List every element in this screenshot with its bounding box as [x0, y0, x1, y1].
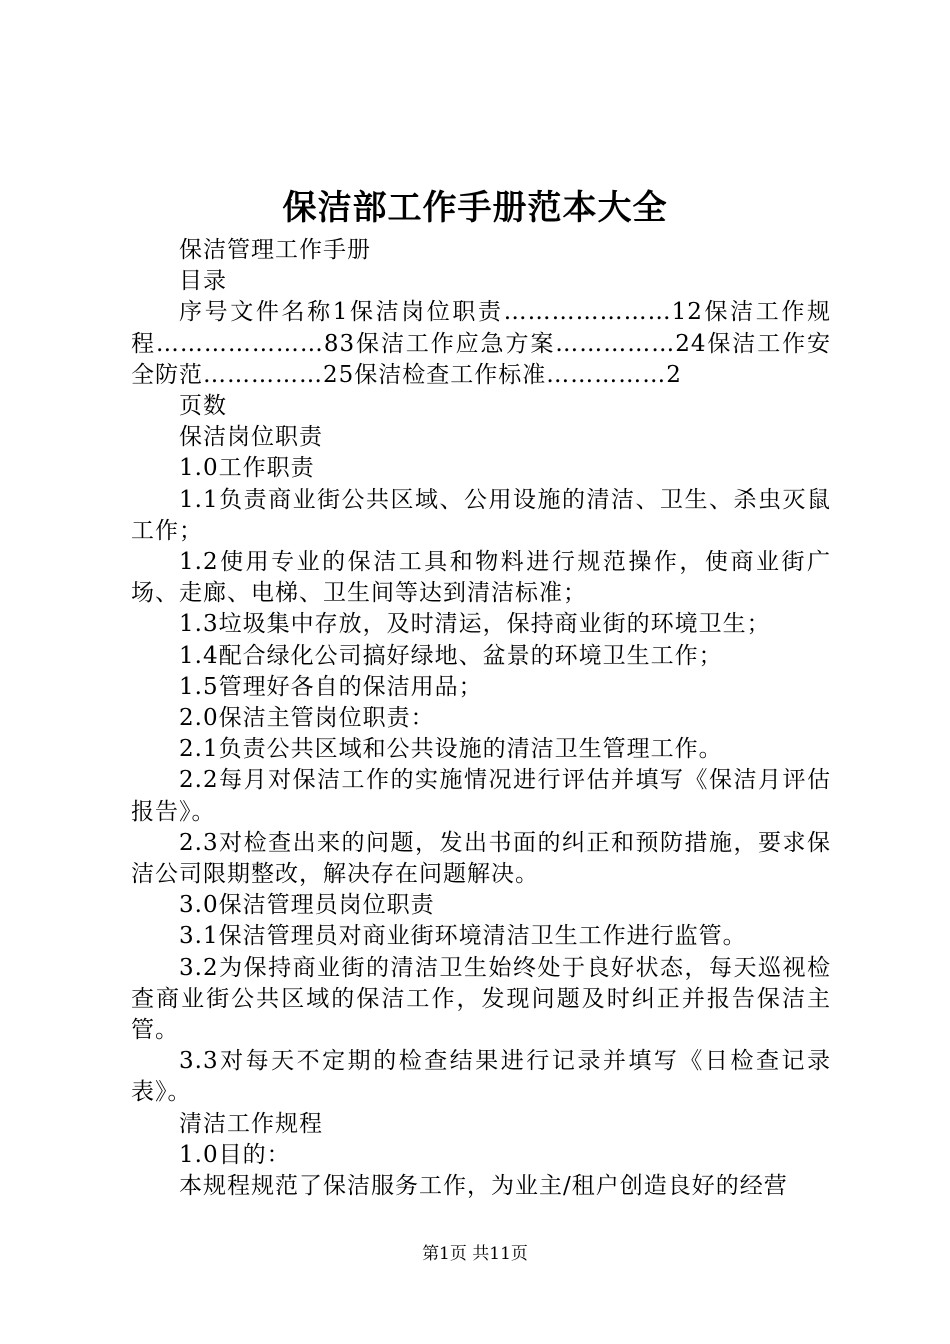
paragraph: 1.0工作职责: [179, 455, 315, 482]
paragraph: 3.0保洁管理员岗位职责: [179, 892, 435, 919]
table-of-contents-paragraph: 序号文件名称1保洁岗位职责…………………12保洁工作规程…………………83保洁工作应急方案……………24保洁工作安全防范……………25保洁检查工作标准……………2: [131, 299, 831, 388]
paragraph: 2.3对检查出来的问题，发出书面的纠正和预防措施，要求保洁公司限期整改，解决存在问题解决。: [131, 829, 831, 888]
paragraph: 1.3垃圾集中存放，及时清运，保持商业街的环境卫生；: [179, 611, 771, 638]
paragraph: 1.4配合绿化公司搞好绿地、盆景的环境卫生工作；: [179, 642, 723, 669]
paragraph: 目录: [179, 268, 227, 295]
paragraph: 页数: [179, 393, 227, 420]
paragraph: 3.2为保持商业街的清洁卫生始终处于良好状态，每天巡视检查商业街公共区域的保洁工作，发现问题及时纠正并报告保洁主管。: [131, 954, 831, 1044]
document-title: 保洁部工作手册范本大全: [282, 188, 668, 228]
paragraph: 1.1负责商业街公共区域、公用设施的清洁、卫生、杀虫灭鼠工作；: [131, 486, 831, 544]
paragraph: 2.0保洁主管岗位职责：: [179, 705, 435, 732]
section-heading: 保洁岗位职责: [179, 424, 323, 451]
document-body: [131, 235, 831, 1202]
paragraph: 1.0目的：: [179, 1141, 291, 1168]
paragraph: 1.5管理好各自的保洁用品；: [179, 673, 483, 700]
paragraph: 2.2每月对保洁工作的实施情况进行评估并填写《保洁月评估报告》。: [131, 767, 831, 825]
page-footer: 第1页 共11页: [422, 1244, 528, 1264]
paragraph: 3.1保洁管理员对商业街环境清洁卫生工作进行监管。: [179, 923, 747, 950]
paragraph: 2.1负责公共区域和公共设施的清洁卫生管理工作。: [179, 736, 723, 763]
paragraph: 3.3对每天不定期的检查结果进行记录并填写《日检查记录表》。: [131, 1048, 831, 1106]
paragraph: 本规程规范了保洁服务工作，为业主/租户创造良好的经营: [179, 1173, 788, 1200]
section-heading: 清洁工作规程: [179, 1110, 323, 1137]
paragraph: 保洁管理工作手册: [179, 237, 371, 263]
paragraph: 1.2使用专业的保洁工具和物料进行规范操作，使商业街广场、走廊、电梯、卫生间等达到清洁标准；: [131, 549, 831, 607]
